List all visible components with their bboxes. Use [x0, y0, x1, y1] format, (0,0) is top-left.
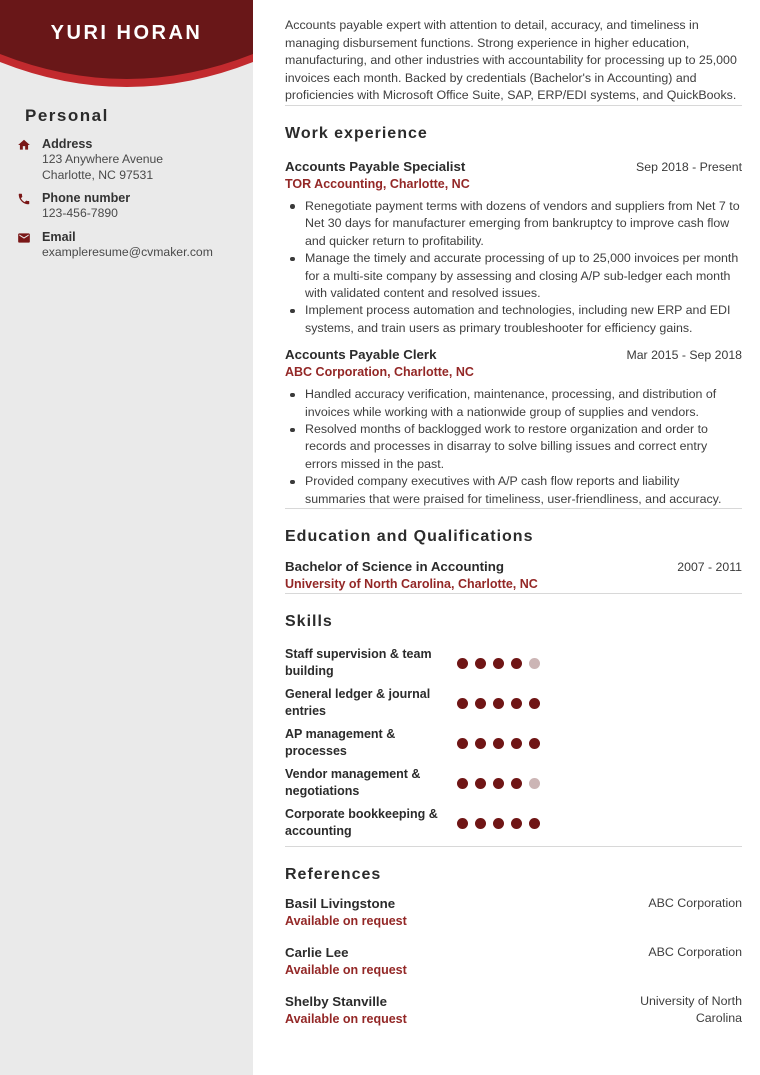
candidate-name: YURI HORAN	[50, 22, 203, 44]
references-heading: References	[285, 866, 382, 884]
reference-entry	[285, 895, 742, 930]
skill-dot-filled	[475, 698, 486, 709]
skill-label: Vendor management & negotiations	[285, 767, 421, 799]
job-bullet: Renegotiate payment terms with dozens of vendors and suppliers from Net 7 to Net 30 days for manufacturer emerging from bankruptcy to improve cash flow and quicker return to profitability.	[285, 198, 742, 250]
personal-items	[25, 136, 239, 260]
skill-label: AP management & processes	[285, 727, 396, 759]
skills-section	[285, 611, 742, 840]
email-icon	[17, 231, 31, 261]
skill-label: Corporate bookkeeping & accounting	[285, 807, 438, 839]
job-company: ABC Corporation, Charlotte, NC	[285, 365, 474, 380]
skill-label: General ledger & journal entries	[285, 687, 431, 719]
job-bullet-list	[285, 386, 742, 508]
skill-dot-filled	[493, 778, 504, 789]
address-line-2: Charlotte, NC 97531	[42, 167, 154, 182]
skill-rating	[457, 778, 547, 789]
reference-entry	[285, 993, 742, 1028]
skill-row	[285, 806, 742, 840]
skill-dot-filled	[457, 778, 468, 789]
skill-dot-filled	[511, 818, 522, 829]
skill-dot-filled	[529, 818, 540, 829]
references-section	[285, 864, 742, 1028]
work-experience-heading: Work experience	[285, 124, 428, 142]
skill-dot-filled	[475, 658, 486, 669]
job-bullet: Handled accuracy verification, maintenance, processing, and distribution of invoices while working with a nationwide group of supplies and vendors.	[285, 386, 742, 421]
skill-rating	[457, 738, 547, 749]
references-list	[285, 895, 742, 1028]
job-bullet: Resolved months of backlogged work to restore organization and order to records and processes in disarray to solve billing issues and correct entry errors missed in the past.	[285, 421, 742, 473]
skill-dot-filled	[457, 658, 468, 669]
skill-rating	[457, 698, 547, 709]
skill-dot-filled	[511, 738, 522, 749]
skills-heading: Skills	[285, 613, 333, 631]
job-header	[285, 158, 742, 176]
personal-item-address	[17, 136, 239, 183]
job-bullet: Manage the timely and accurate processing of up to 25,000 invoices per month for a multi-site company by assessing and closing A/P sub-ledger each month with validated content and resolved issues.	[285, 250, 742, 302]
skill-dot-empty	[529, 658, 540, 669]
profile-summary: Accounts payable expert with attention to detail, accuracy, and timeliness in managing disbursement functions. Strong experience in higher education, manufacturing, and other industries with accountability for processing up to 25,000 invoices each month. Backed by credentials (Bachelor's in Accounting) and proficiencies with Microsoft Office Suite, SAP, ERP/EDI systems, and QuickBooks.	[285, 18, 737, 103]
personal-section	[0, 100, 253, 260]
skill-row	[285, 646, 742, 680]
job-bullet-list	[285, 198, 742, 337]
job-bullet: Provided company executives with A/P cash flow reports and liability summaries that were praised for timeliness, user-friendliness, and accuracy.	[285, 473, 742, 508]
job-dates: Mar 2015 - Sep 2018	[626, 348, 742, 363]
email-value: exampleresume@cvmaker.com	[42, 244, 213, 259]
job-company: TOR Accounting, Charlotte, NC	[285, 176, 470, 191]
skill-dot-filled	[493, 698, 504, 709]
skill-row	[285, 766, 742, 800]
job-header	[285, 346, 742, 364]
phone-icon	[17, 192, 31, 222]
skill-row	[285, 726, 742, 760]
sidebar-header	[0, 0, 253, 100]
skill-dot-filled	[457, 818, 468, 829]
personal-item-email	[17, 229, 239, 261]
reference-name: Shelby Stanville	[285, 994, 387, 1010]
skill-dot-filled	[475, 738, 486, 749]
education-section	[285, 526, 742, 593]
skill-dot-filled	[493, 738, 504, 749]
skill-label: Staff supervision & team building	[285, 647, 432, 679]
reference-left	[285, 895, 407, 930]
phone-value: 123-456-7890	[42, 206, 118, 220]
skill-rating	[457, 658, 547, 669]
skill-dot-filled	[511, 658, 522, 669]
section-divider	[285, 105, 742, 106]
job-title: Accounts Payable Specialist	[285, 158, 466, 174]
skill-dot-filled	[529, 738, 540, 749]
skill-dot-empty	[529, 778, 540, 789]
address-line-1: 123 Anywhere Avenue	[42, 152, 164, 166]
skill-row	[285, 686, 742, 720]
reference-name: Carlie Lee	[285, 945, 349, 961]
personal-item-text	[42, 136, 163, 183]
education-dates: 2007 - 2011	[677, 560, 742, 575]
education-school: University of North Carolina, Charlotte, NC	[285, 577, 538, 592]
skills-list	[285, 646, 742, 840]
reference-company: University of North Carolina	[640, 994, 742, 1026]
address-label: Address	[42, 137, 93, 151]
work-experience-section	[285, 123, 742, 508]
job-entry	[285, 346, 742, 508]
home-icon	[17, 138, 31, 183]
section-divider	[285, 508, 742, 509]
personal-item-text	[42, 190, 130, 222]
phone-label: Phone number	[42, 191, 131, 205]
personal-item-text	[42, 229, 213, 261]
education-heading: Education and Qualifications	[285, 528, 534, 546]
job-bullet: Implement process automation and technologies, including new ERP and EDI systems, and train users as primary troubleshooter for efficiency gains.	[285, 302, 742, 337]
job-entry	[285, 158, 742, 337]
skill-dot-filled	[511, 778, 522, 789]
skill-dot-filled	[457, 738, 468, 749]
skill-dot-filled	[511, 698, 522, 709]
skill-rating	[457, 818, 547, 829]
personal-item-phone	[17, 190, 239, 222]
reference-company: ABC Corporation	[648, 945, 742, 960]
section-divider	[285, 846, 742, 847]
resume-main	[253, 0, 760, 1075]
reference-company: ABC Corporation	[648, 896, 742, 911]
skill-dot-filled	[457, 698, 468, 709]
sidebar	[0, 0, 253, 1075]
reference-note: Available on request	[285, 914, 407, 929]
section-divider	[285, 593, 742, 594]
reference-name: Basil Livingstone	[285, 896, 396, 912]
job-dates: Sep 2018 - Present	[636, 159, 742, 174]
job-title: Accounts Payable Clerk	[285, 347, 437, 363]
personal-heading: Personal	[25, 106, 109, 125]
reference-entry	[285, 944, 742, 979]
email-label: Email	[42, 229, 76, 244]
skill-dot-filled	[529, 698, 540, 709]
header-curve-shape	[0, 0, 253, 100]
education-degree: Bachelor of Science in Accounting	[285, 559, 504, 575]
education-entry	[285, 558, 742, 576]
reference-left	[285, 944, 407, 979]
reference-note: Available on request	[285, 963, 407, 978]
reference-note: Available on request	[285, 1012, 407, 1027]
skill-dot-filled	[475, 818, 486, 829]
skill-dot-filled	[493, 818, 504, 829]
skill-dot-filled	[475, 778, 486, 789]
skill-dot-filled	[493, 658, 504, 669]
reference-left	[285, 993, 407, 1028]
